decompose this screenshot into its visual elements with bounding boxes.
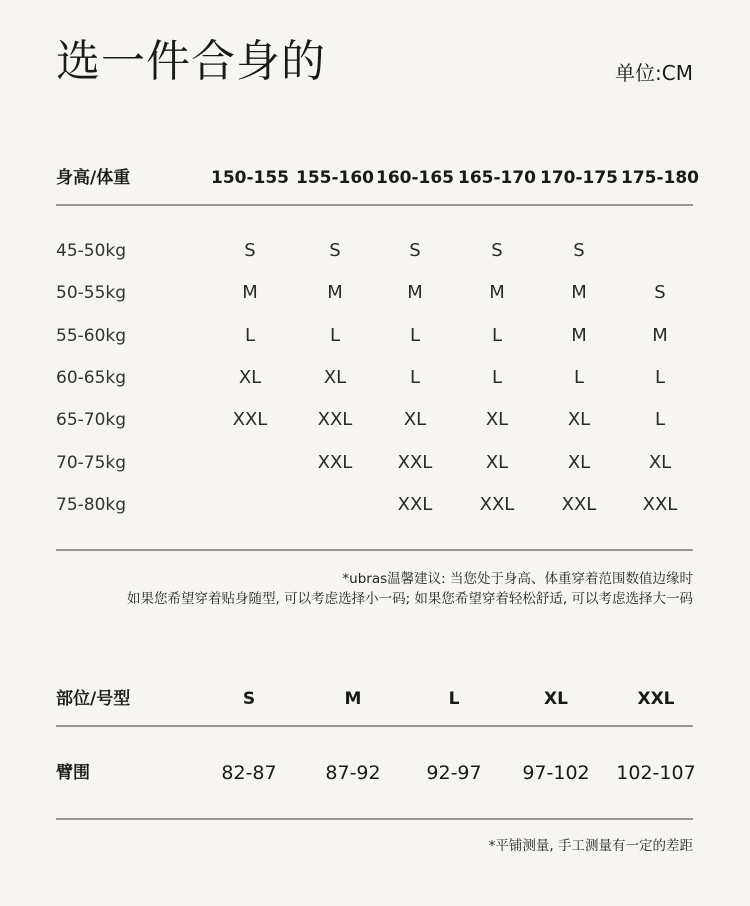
weight-label: 50-55kg — [56, 283, 127, 304]
size-row — [56, 278, 693, 308]
size-cell: XXL — [232, 409, 268, 431]
size-cell: M — [407, 282, 423, 304]
height-header: 175-180 — [620, 168, 700, 188]
size-cell: XL — [648, 451, 672, 473]
divider — [56, 204, 693, 206]
weight-label: 65-70kg — [56, 410, 127, 431]
height-header: 160-165 — [375, 168, 455, 188]
size-cell: XL — [485, 409, 509, 431]
size-cell: L — [409, 324, 421, 346]
size-row — [56, 236, 693, 266]
divider — [56, 725, 693, 727]
weight-label: 45-50kg — [56, 241, 127, 261]
size-cell: L — [491, 324, 503, 346]
measure-cell: 97-102 — [522, 762, 590, 784]
size-header: XXL — [637, 689, 675, 709]
measure-cell: 92-97 — [426, 762, 482, 784]
size-cell: M — [489, 282, 505, 304]
size-cell: XL — [403, 409, 427, 431]
advice-line: 如果您希望穿着贴身随型, 可以考虑选择小一码; 如果您希望穿着轻松舒适, 可以考虑选择大一码 — [126, 591, 693, 607]
size-cell: XXL — [397, 451, 433, 473]
size-cell: S — [409, 240, 421, 261]
size-header: XL — [544, 689, 568, 709]
size-row — [56, 490, 693, 520]
measure-cell: 87-92 — [325, 762, 381, 784]
size-cell: M — [652, 324, 668, 346]
size-cell: L — [409, 366, 421, 388]
size-row — [56, 363, 693, 393]
size-cell: M — [242, 282, 258, 304]
size-cell: S — [654, 282, 666, 304]
size-cell: XXL — [561, 493, 597, 515]
size-cell: M — [571, 324, 587, 346]
height-header: 165-170 — [457, 168, 537, 188]
size-row — [56, 405, 693, 435]
size-cell: L — [244, 324, 256, 346]
footnote: *平铺测量, 手工测量有一定的差距 — [488, 838, 693, 854]
weight-label: 55-60kg — [56, 325, 127, 346]
size-row — [56, 448, 693, 478]
advice-note — [127, 569, 693, 609]
size-cell: S — [573, 240, 585, 261]
size-cell: XL — [567, 409, 591, 431]
size-cell: M — [327, 282, 343, 304]
size-header: M — [344, 689, 362, 709]
size-header: L — [448, 689, 460, 709]
size-cell: XXL — [397, 493, 433, 515]
divider — [56, 818, 693, 820]
size-cell: L — [654, 366, 666, 388]
measure-cell: 82-87 — [221, 762, 277, 784]
size-cell: XXL — [317, 451, 353, 473]
size-table-header — [56, 163, 700, 193]
weight-label: 75-80kg — [56, 494, 127, 515]
divider — [56, 549, 693, 551]
size-cell: XL — [238, 366, 262, 388]
measure-table-header — [56, 684, 693, 714]
size-header: S — [242, 689, 256, 709]
unit-label: 单位:CM — [615, 61, 693, 85]
size-cell: XL — [485, 451, 509, 473]
measure-table-corner: 部位/号型 — [56, 689, 131, 709]
size-cell: M — [571, 282, 587, 304]
height-header: 155-160 — [295, 168, 375, 188]
size-cell: L — [654, 409, 666, 431]
size-table-corner: 身高/体重 — [56, 168, 131, 188]
size-cell: XXL — [317, 409, 353, 431]
measure-row — [56, 758, 696, 788]
page-title: 选一件合身的 — [56, 36, 326, 87]
part-label: 臂围 — [56, 763, 90, 783]
height-header: 150-155 — [210, 168, 290, 188]
size-cell: S — [244, 240, 256, 261]
size-cell: XXL — [642, 493, 678, 515]
size-cell: L — [491, 366, 503, 388]
size-row — [56, 321, 693, 351]
size-cell: S — [491, 240, 503, 261]
size-cell: L — [329, 324, 341, 346]
measure-cell: 102-107 — [616, 762, 696, 784]
weight-label: 60-65kg — [56, 367, 127, 388]
size-cell: S — [329, 240, 341, 261]
size-cell: XXL — [479, 493, 515, 515]
advice-line: *ubras温馨建议: 当您处于身高、体重穿着范围数值边缘时 — [342, 571, 693, 587]
size-cell: XL — [323, 366, 347, 388]
weight-label: 70-75kg — [56, 452, 127, 473]
size-cell: L — [573, 366, 585, 388]
size-cell: XL — [567, 451, 591, 473]
height-header: 170-175 — [539, 168, 619, 188]
